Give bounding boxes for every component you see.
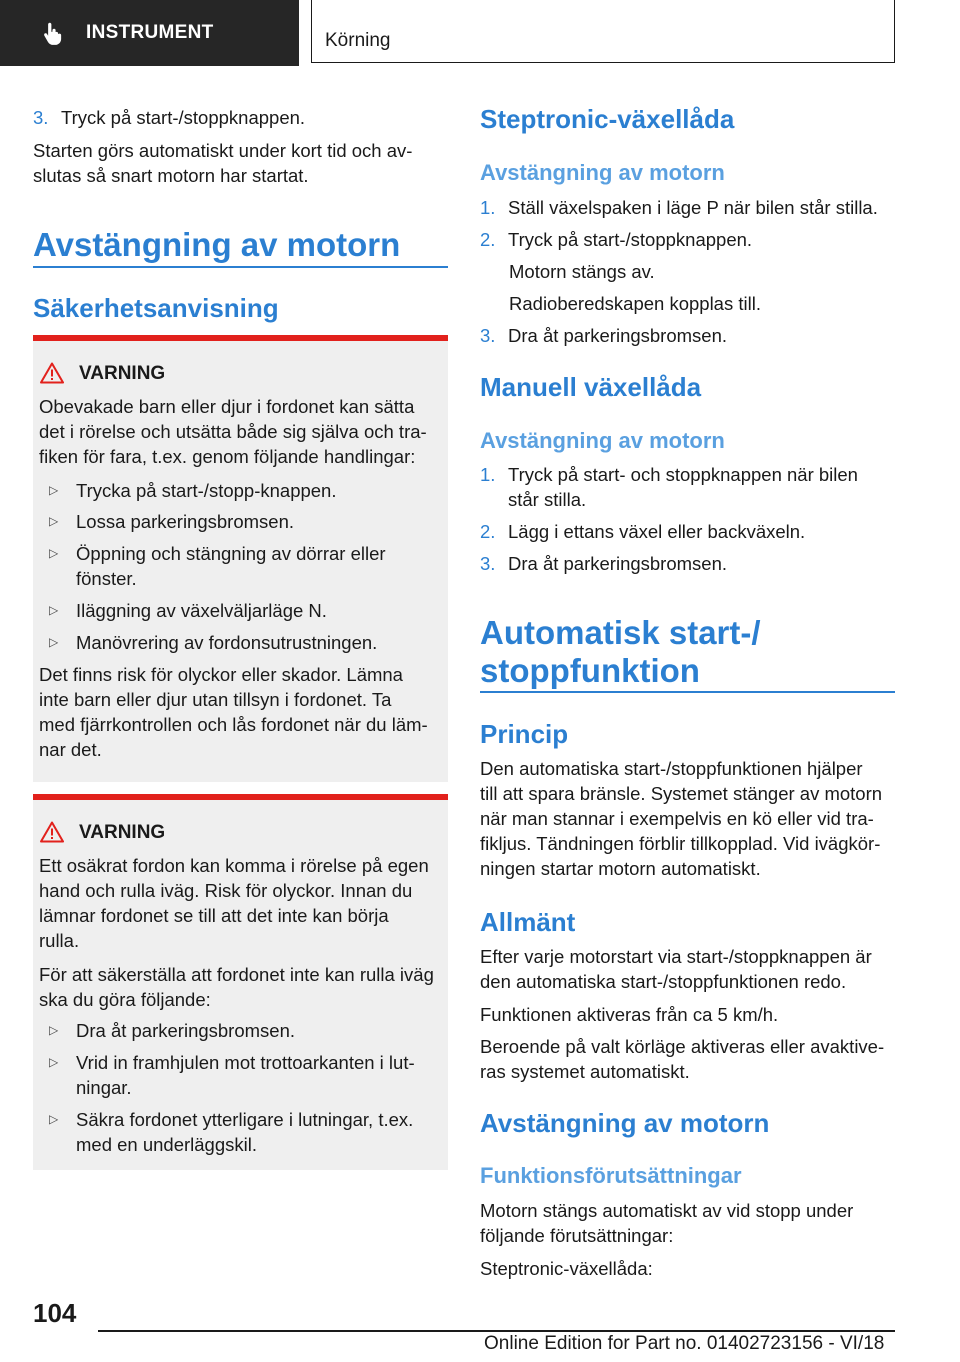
text-line: Vrid in framhjulen mot trottoarkanten i lut- <box>76 1052 415 1073</box>
heading-line: stoppfunktion <box>480 652 700 689</box>
bullet-text <box>76 541 436 591</box>
footer-rule <box>98 1330 895 1332</box>
bullet-triangle-icon: ▷ <box>49 483 59 497</box>
warning-bar <box>33 794 448 800</box>
subsection-heading: Funktionsförutsättningar <box>480 1163 742 1188</box>
text-line: För att säkerställa att fordonet inte kan rulla iväg <box>39 964 434 985</box>
text-line: Säkra fordonet ytterligare i lutningar, t.ex. <box>76 1109 414 1130</box>
paragraph: Steptronic-växellåda: <box>480 1258 653 1279</box>
section-heading: Manuell växellåda <box>480 372 702 402</box>
text-line: den automatiska start-/stoppfunktionen redo. <box>480 971 847 992</box>
warning-bar <box>33 335 448 341</box>
subsection-heading: Avstängning av motorn <box>480 1108 770 1138</box>
text-line: lämnar fordonet se till att det inte kan börja <box>39 905 389 926</box>
bullet-text: Manövrering av fordonsutrustningen. <box>76 632 378 653</box>
text-line: ska du göra följande: <box>39 989 211 1010</box>
list-number: 1. <box>480 197 496 218</box>
text-line: Efter varje motorstart via start-/stoppknappen är <box>480 946 872 967</box>
subsection-heading: Avstängning av motorn <box>480 428 725 453</box>
subsection-heading: Allmänt <box>480 907 576 937</box>
text-line: Ett osäkrat fordon kan komma i rörelse på egen <box>39 855 429 876</box>
warning-box <box>33 794 448 1170</box>
edition-text: Online Edition for Part no. 01402723156 - VI/18 <box>484 1333 885 1354</box>
text-line: Den automatiska start-/stoppfunktionen hjälper <box>480 758 863 779</box>
subsection-heading: Säkerhetsanvisning <box>33 293 279 323</box>
paragraph <box>33 138 453 188</box>
subsection-heading: Avstängning av motorn <box>480 160 725 185</box>
paragraph <box>480 756 900 881</box>
text-line: Det finns risk för olyckor eller skador. Lämna <box>39 664 403 685</box>
paragraph <box>480 944 900 994</box>
bullet-triangle-icon: ▷ <box>49 514 59 528</box>
bullet-triangle-icon: ▷ <box>49 603 59 617</box>
list-number: 1. <box>480 464 496 485</box>
text-line: fikljus. Tändningen förblir tillkopplad. Vid ivägkör- <box>480 833 881 854</box>
chapter-tab <box>0 0 299 66</box>
bullet-triangle-icon: ▷ <box>49 1055 59 1069</box>
bullet-text <box>76 1107 436 1157</box>
text-line: Beroende på valt körläge aktiveras eller avaktive- <box>480 1036 885 1057</box>
text-line: slutas så snart motorn har startat. <box>33 165 309 186</box>
text-line: fönster. <box>76 568 137 589</box>
text-line: det i rörelse och utsätta både sig själva och tra- <box>39 421 427 442</box>
list-number: 3. <box>33 107 49 128</box>
text-line: inte barn eller djur utan tillsyn i fordonet. Ta <box>39 689 392 710</box>
list-text: Tryck på start-/stoppknappen. <box>508 229 753 250</box>
text-line: Motorn stängs automatiskt av vid stopp under <box>480 1200 854 1221</box>
list-number: 2. <box>480 229 496 250</box>
text-line: nar det. <box>39 739 102 760</box>
paragraph <box>480 1034 900 1084</box>
text-line: ras systemet automatiskt. <box>480 1061 690 1082</box>
chapter-tab-label: INSTRUMENT <box>86 22 214 43</box>
warning-intro-2 <box>39 962 451 1012</box>
bullet-text <box>76 1050 436 1100</box>
list-text: Dra åt parkeringsbromsen. <box>508 553 728 574</box>
list-subtext: Motorn stängs av. <box>509 261 655 282</box>
bullet-triangle-icon: ▷ <box>49 635 59 649</box>
heading-line: Automatisk start-/ <box>480 614 761 651</box>
warning-outro <box>39 662 449 762</box>
text-line: med fjärrkontrollen och lås fordonet när du läm- <box>39 714 428 735</box>
list-subtext: Radioberedskapen kopplas till. <box>509 293 761 314</box>
text-line: rulla. <box>39 930 80 951</box>
list-number: 3. <box>480 553 496 574</box>
page-number: 104 <box>33 1298 77 1328</box>
text-line: fiken för fara, t.ex. genom följande handlingar: <box>39 446 416 467</box>
warning-intro <box>39 394 449 469</box>
list-text: Lägg i ettans växel eller backväxeln. <box>508 521 806 542</box>
warning-triangle-icon <box>40 362 64 384</box>
list-text: Tryck på start-/stoppknappen. <box>61 107 306 128</box>
section-tab <box>311 0 895 63</box>
section-heading: Avstängning av motorn <box>33 226 401 263</box>
text-line: när man stannar i exempelvis en kö eller vid tra- <box>480 808 874 829</box>
list-text: Dra åt parkeringsbromsen. <box>508 325 728 346</box>
warning-triangle-icon <box>40 821 64 843</box>
paragraph: Funktionen aktiveras från ca 5 km/h. <box>480 1004 779 1025</box>
text-line: med en underläggskil. <box>76 1134 257 1155</box>
list-number: 3. <box>480 325 496 346</box>
bullet-text: Lossa parkeringsbromsen. <box>76 511 294 532</box>
page-header <box>0 0 896 66</box>
text-line: Tryck på start- och stoppknappen när bilen <box>508 464 858 485</box>
warning-title: VARNING <box>79 822 166 843</box>
text-line: Obevakade barn eller djur i fordonet kan sätta <box>39 396 415 417</box>
section-heading <box>480 614 761 690</box>
list-number: 2. <box>480 521 496 542</box>
heading-rule <box>480 691 895 693</box>
text-line: följande förutsättningar: <box>480 1225 674 1246</box>
hand-pointer-icon <box>40 20 66 46</box>
bullet-triangle-icon: ▷ <box>49 1112 59 1126</box>
text-line: står stilla. <box>508 489 587 510</box>
bullet-text: Trycka på start-/stopp-knappen. <box>76 480 337 501</box>
text-line: ningen startar motorn automatiskt. <box>480 858 761 879</box>
text-line: till att spara bränsle. Systemet stänger av motorn <box>480 783 883 804</box>
warning-title: VARNING <box>79 363 166 384</box>
subsection-heading: Princip <box>480 719 569 749</box>
warning-intro <box>39 853 451 953</box>
heading-rule <box>33 266 448 268</box>
section-heading: Steptronic-växellåda <box>480 104 735 134</box>
bullet-text: Dra åt parkeringsbromsen. <box>76 1020 296 1041</box>
text-line: Öppning och stängning av dörrar eller <box>76 543 386 564</box>
warning-box <box>33 335 448 782</box>
paragraph <box>480 1198 900 1248</box>
list-text: Ställ växelspaken i läge P när bilen står stilla. <box>508 197 878 218</box>
text-line: Starten görs automatiskt under kort tid och av- <box>33 140 413 161</box>
bullet-triangle-icon: ▷ <box>49 1023 59 1037</box>
bullet-triangle-icon: ▷ <box>49 546 59 560</box>
section-tab-label: Körning <box>325 30 391 51</box>
list-text <box>508 462 898 512</box>
bullet-text: Iläggning av växelväljarläge N. <box>76 600 327 621</box>
text-line: ningar. <box>76 1077 132 1098</box>
text-line: hand och rulla iväg. Risk för olyckor. Innan du <box>39 880 413 901</box>
